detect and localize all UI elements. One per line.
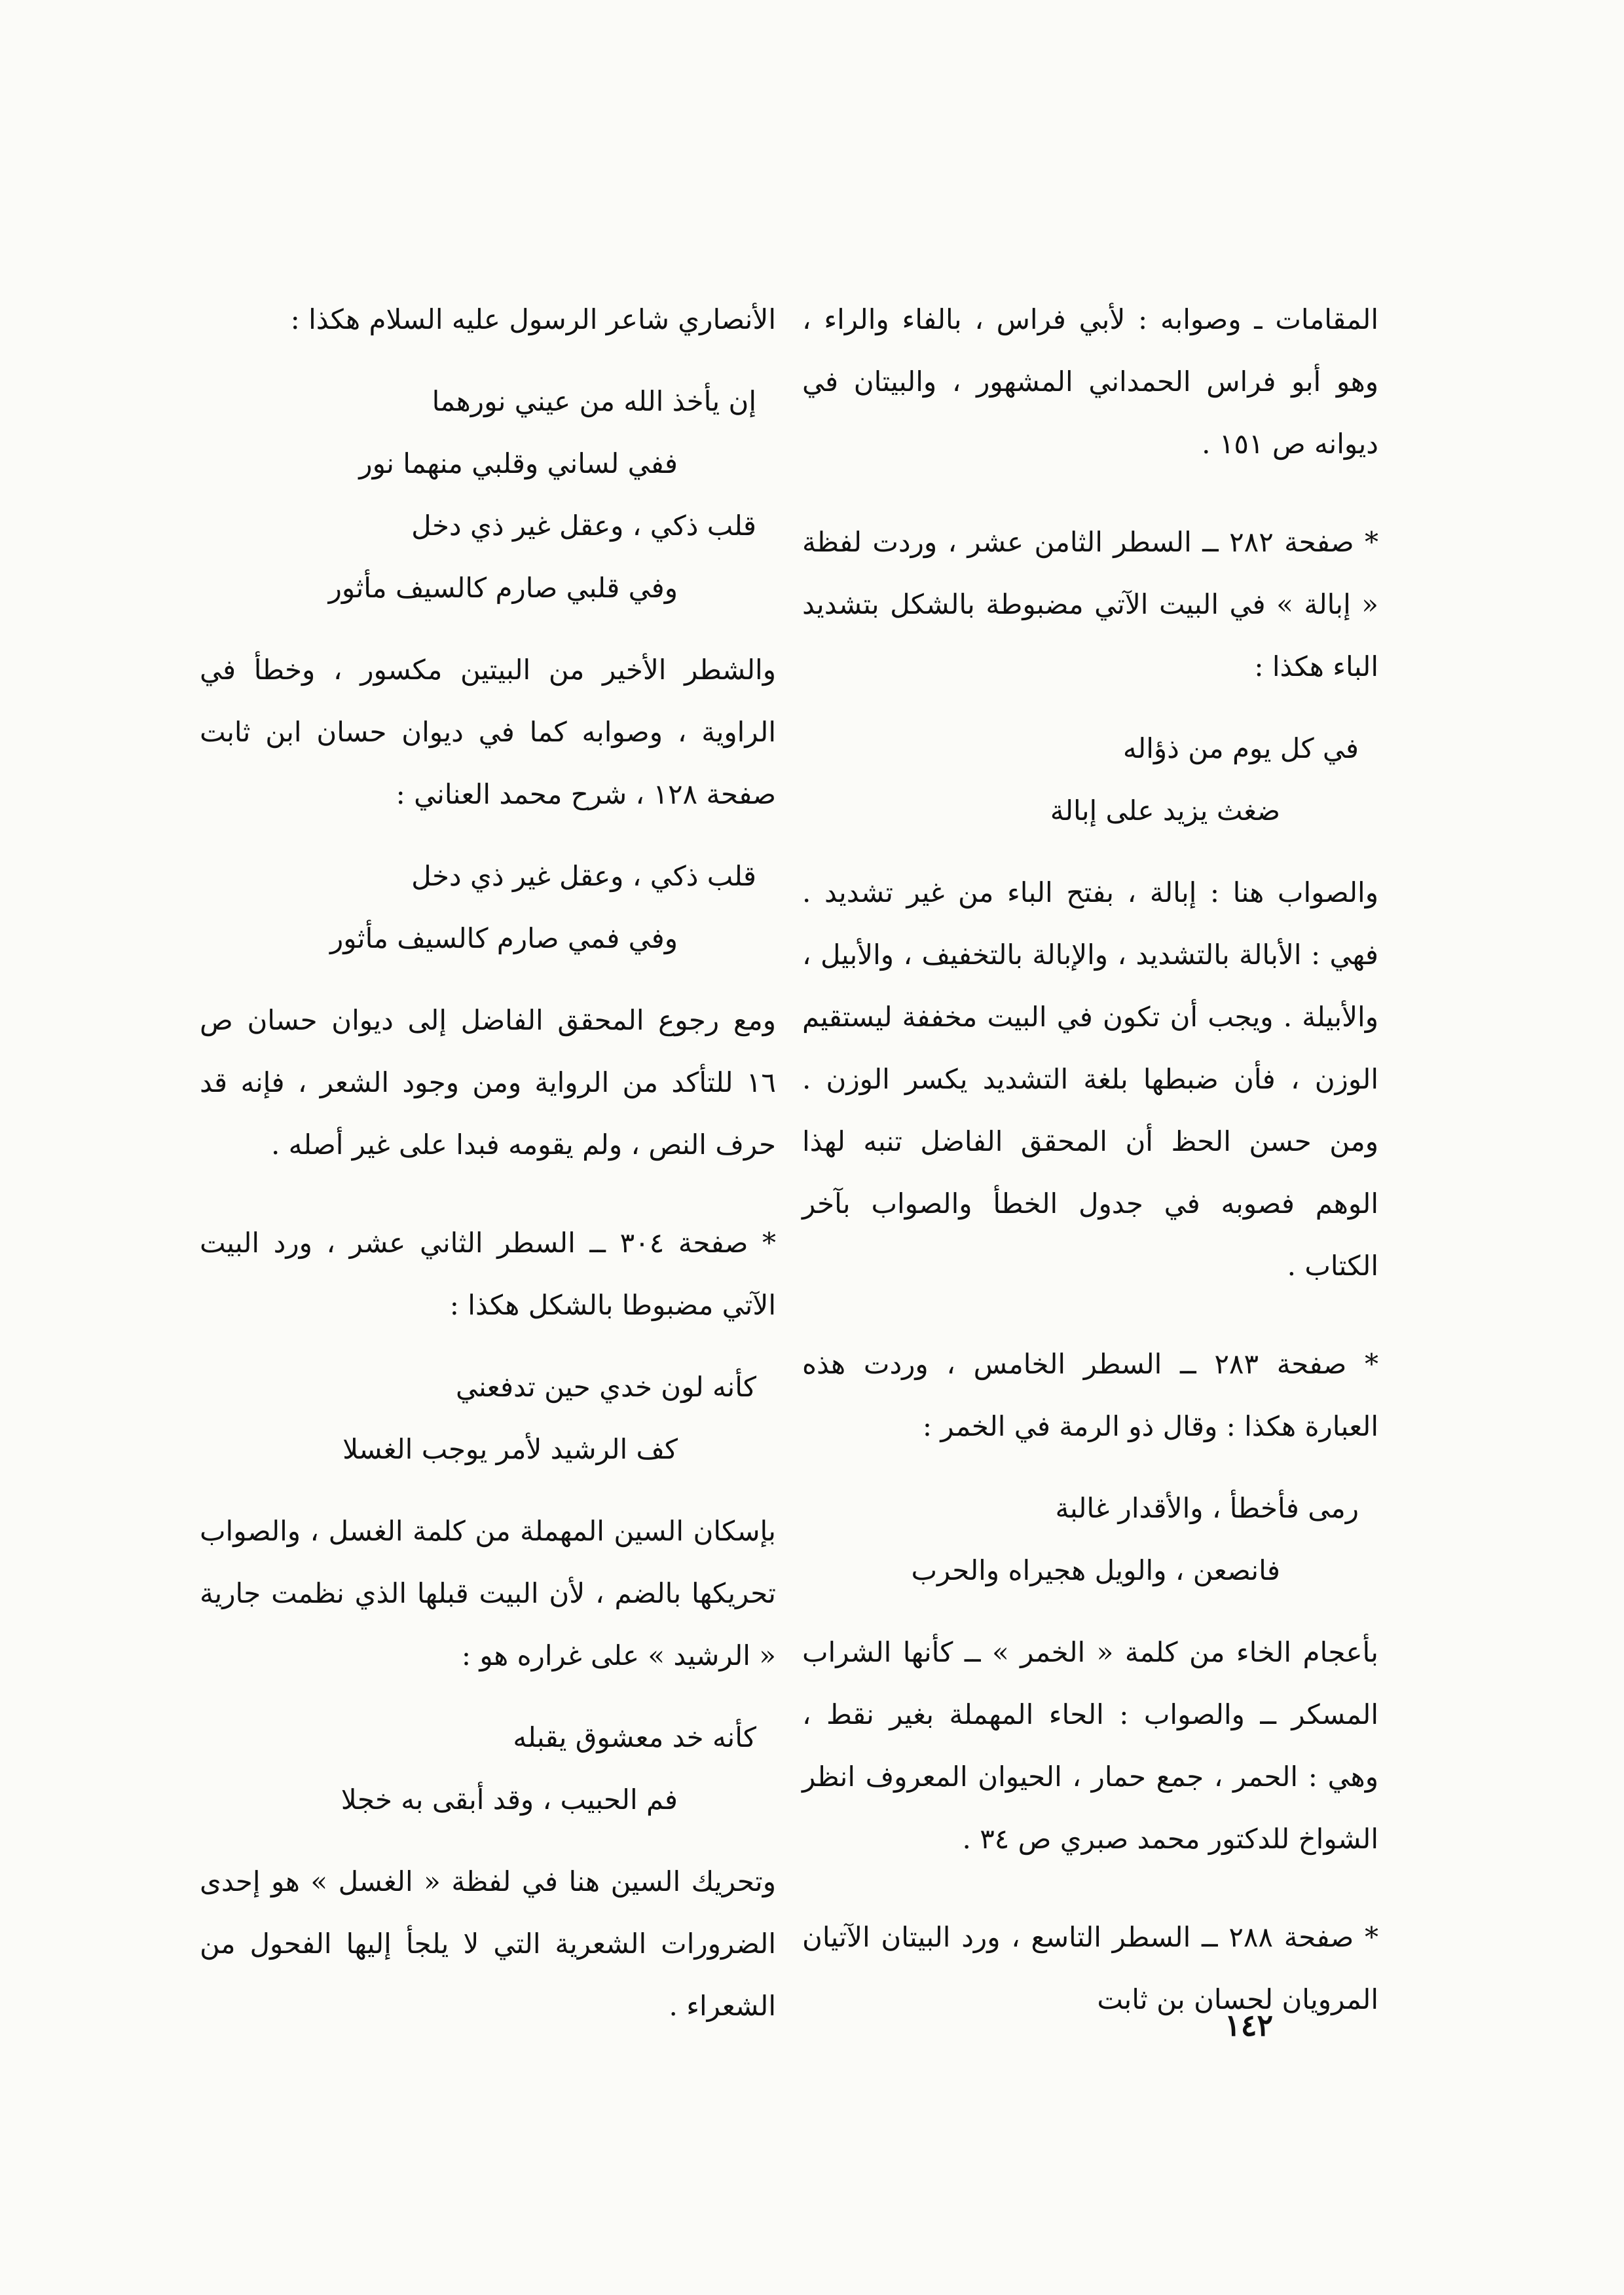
paragraph: ومع رجوع المحقق الفاضل إلى ديوان حسان ص ١٦ للتأكد من الرواية ومن وجود الشعر ، فإنه قد حرف النص ، ولم يقومه فبدا على غير أصله .	[200, 1004, 776, 1161]
paragraph: بإسكان السين المهملة من كلمة الغسل ، والصواب تحريكها بالضم ، لأن البيت قبلها الذي نظمت جارية « الرشيد » على غراره هو :	[200, 1515, 776, 1671]
verse	[802, 1477, 1378, 1601]
right-column	[802, 288, 1378, 2043]
verse-line: قلب ذكي ، وعقل غير ذي دخل	[411, 860, 756, 892]
left-column	[200, 288, 776, 2050]
paragraph: بأعجام الخاء من كلمة « الخمر » ــ كأنها الشراب المسكر ــ والصواب : الحاء المهملة بغير نقط ، وهي : الحمر ، جمع حمار ، الحيوان المعروف انظر الشواخ للدكتور محمد صبري ص ٣٤ .	[802, 1636, 1378, 1855]
verse-line: كأنه خد معشوق يقبله	[513, 1721, 756, 1753]
paragraph: الأنصاري شاعر الرسول عليه السلام هكذا :	[290, 303, 776, 335]
verse-line: إن يأخذ الله من عيني نورهما	[432, 385, 756, 417]
verse-line: قلب ذكي ، وعقل غير ذي دخل	[411, 510, 756, 542]
verse-line: في كل يوم من ذؤاله	[1122, 732, 1359, 764]
verse	[200, 1706, 776, 1831]
verse	[200, 370, 776, 619]
paragraph: * صفحة ٣٠٤ ــ السطر الثاني عشر ، ورد البيت الآتي مضبوطا بالشكل هكذا :	[200, 1227, 776, 1321]
paragraph: والصواب هنا : إبالة ، بفتح الباء من غير تشديد . فهي : الأبالة بالتشديد ، والإبالة بالتخفيف ، والأبيل ، والأبيلة . ويجب أن تكون في البيت مخففة ليستقيم الوزن ، فأن ضبطها بلغة التشديد يكسر الوزن . ومن حسن الحظ أن المحقق الفاضل تنبه لهذا الوهم فصوبه في جدول الخطأ والصواب بآخر الكتاب .	[802, 876, 1378, 1282]
verse-line: ضغث يزيد على إبالة	[1050, 794, 1280, 827]
verse	[200, 845, 776, 969]
verse-line: كأنه لون خدي حين تدفعني	[456, 1371, 756, 1403]
paragraph: * صفحة ٢٨٣ ــ السطر الخامس ، وردت هذه العبارة هكذا : وقال ذو الرمة في الخمر :	[802, 1348, 1378, 1442]
verse-line: فانصعن ، والويل هجيراه والحرب	[911, 1554, 1280, 1586]
verse-line: رمى فأخطأ ، والأقدار غالبة	[1055, 1492, 1359, 1524]
verse	[802, 717, 1378, 842]
verse-line: وفي قلبي صارم كالسيف مأثور	[328, 572, 678, 604]
verse-line: فم الحبيب ، وقد أبقى به خجلا	[341, 1783, 678, 1816]
paragraph: المقامات ـ وصوابه : لأبي فراس ، بالفاء والراء ، وهو أبو فراس الحمداني المشهور ، والبيتان في ديوانه ص ١٥١ .	[802, 303, 1378, 460]
paragraph: * صفحة ٢٨٢ ــ السطر الثامن عشر ، وردت لفظة « إبالة » في البيت الآتي مضبوطة بالشكل بتشديد الباء هكذا :	[802, 526, 1378, 682]
verse-line: كف الرشيد لأمر يوجب الغسلا	[342, 1433, 678, 1465]
page-number: ١٤٢	[1225, 2007, 1274, 2043]
verse-line: ففي لساني وقلبي منهما نور	[359, 447, 678, 479]
verse	[200, 1356, 776, 1480]
paragraph: وتحريك السين هنا في لفظة « الغسل » هو إحدى الضرورات الشعرية التي لا يلجأ إليها الفحول من الشعراء .	[200, 1865, 776, 2022]
paragraph: * صفحة ٢٨٨ ــ السطر التاسع ، ورد البيتان الآتيان المرويان لحسان بن ثابت	[802, 1921, 1378, 2015]
paragraph: والشطر الأخير من البيتين مكسور ، وخطأ في الراوية ، وصوابه كما في ديوان حسان ابن ثابت صفحة ١٢٨ ، شرح محمد العناني :	[200, 654, 776, 810]
verse-line: وفي فمي صارم كالسيف مأثور	[329, 922, 678, 954]
